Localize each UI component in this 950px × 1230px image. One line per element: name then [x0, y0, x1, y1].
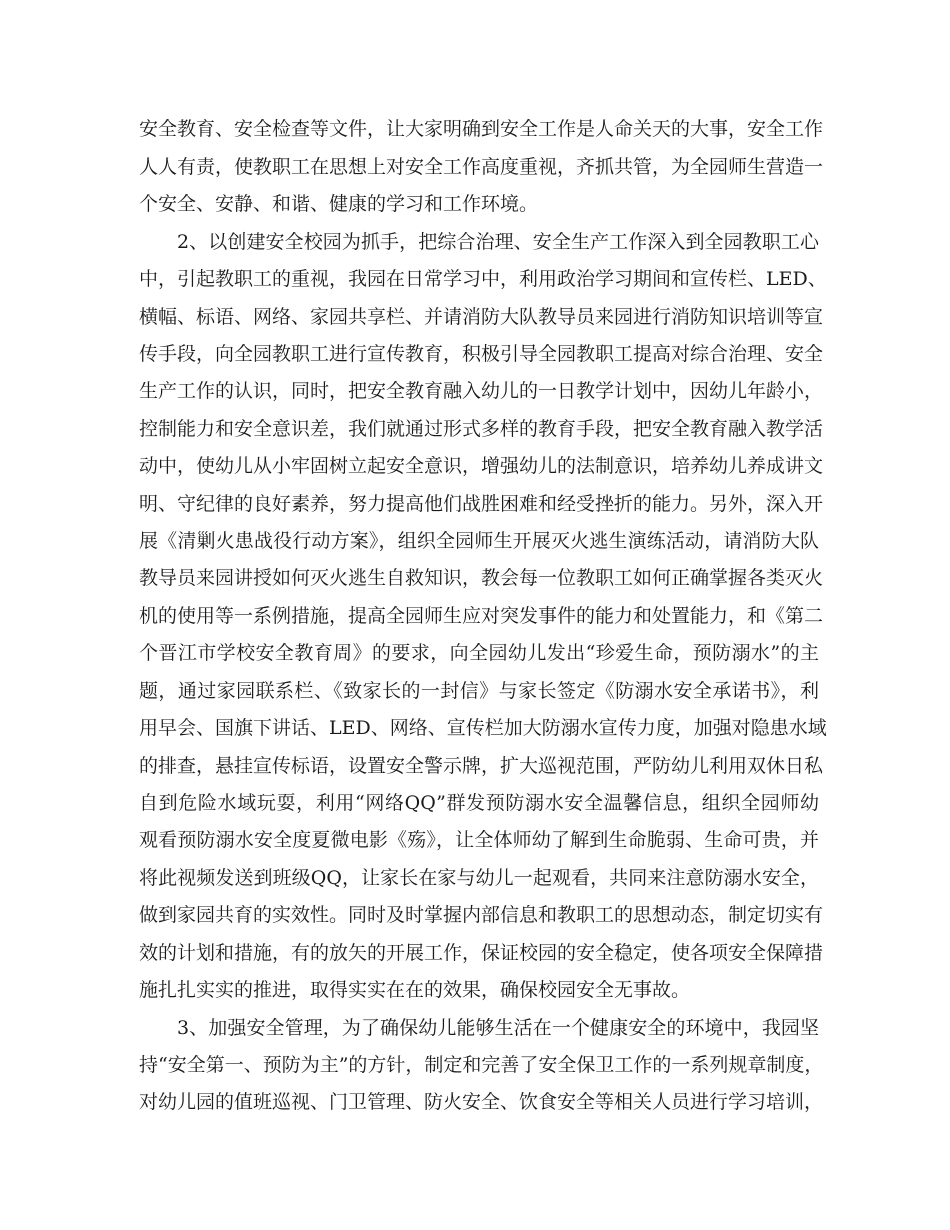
text-line: 自到危险水域玩耍，利用“网络QQ”群发预防溺水安全温馨信息，组织全园师幼	[139, 792, 819, 814]
text-line: 横幅、标语、网络、家园共享栏、并请消防大队教导员来园进行消防知识培训等宣	[139, 306, 824, 328]
text-line: 明、守纪律的良好素养，努力提高他们战胜困难和经受挫折的能力。另外，深入开	[139, 493, 824, 515]
text-line: 人人有责，使教职工在思想上对安全工作高度重视，齐抓共管，为全园师生营造一	[139, 156, 824, 178]
text-line: 个晋江市学校安全教育周》的要求，向全园幼儿发出“珍爱生命，预防溺水”的主	[139, 642, 819, 664]
text-line: 中，引起教职工的重视，我园在日常学习中，利用政治学习期间和宣传栏、LED、	[139, 268, 827, 290]
text-line: 对幼儿园的值班巡视、门卫管理、防火安全、饮食安全等相关人员进行学习培训，	[139, 1091, 824, 1113]
text-line: 观看预防溺水安全度夏微电影《殇》，让全体师幼了解到生命脆弱、生命可贵，并	[139, 829, 819, 851]
text-line: 安全教育、安全检查等文件，让大家明确到安全工作是人命关天的大事，安全工作	[139, 118, 824, 140]
text-line: 做到家园共育的实效性。同时及时掌握内部信息和教职工的思想动态，制定切实有	[139, 904, 824, 926]
text-line: 效的计划和措施，有的放矢的开展工作，保证校园的安全稳定，使各项安全保障措	[139, 942, 824, 964]
paragraph-first-line: 2、以创建安全校园为抓手，把综合治理、安全生产工作深入到全园教职工心	[177, 231, 819, 253]
text-line: 用早会、国旗下讲话、LED、网络、宣传栏加大防溺水宣传力度，加强对隐患水域	[139, 717, 827, 739]
text-line: 将此视频发送到班级QQ，让家长在家与幼儿一起观看，共同来注意防溺水安全，	[139, 867, 819, 889]
text-line: 持“安全第一、预防为主”的方针，制定和完善了安全保卫工作的一系列规章制度，	[139, 1054, 824, 1076]
text-line: 传手段，向全园教职工进行宣传教育，积极引导全园教职工提高对综合治理、安全	[139, 343, 824, 365]
text-line: 的排查，悬挂宣传标语，设置安全警示牌，扩大巡视范围，严防幼儿利用双休日私	[139, 755, 824, 777]
text-line: 展《清剿火患战役行动方案》，组织全园师生开展灭火逃生演练活动，请消防大队	[139, 530, 819, 552]
text-line: 机的使用等一系例措施，提高全园师生应对突发事件的能力和处置能力，和《第二	[139, 605, 824, 627]
text-line: 施扎扎实实的推进，取得实实在在的效果，确保校园安全无事故。	[139, 979, 691, 1001]
paragraph-first-line: 3、加强安全管理，为了确保幼儿能够生活在一个健康安全的环境中，我园坚	[177, 1017, 819, 1039]
text-line: 控制能力和安全意识差，我们就通过形式多样的教育手段，把安全教育融入教学活	[139, 418, 824, 440]
text-line: 个安全、安静、和谐、健康的学习和工作环境。	[139, 193, 539, 215]
text-line: 教导员来园讲授如何灭火逃生自救知识，教会每一位教职工如何正确掌握各类灭火	[139, 567, 824, 589]
text-line: 生产工作的认识，同时，把安全教育融入幼儿的一日教学计划中，因幼儿年龄小，	[139, 380, 824, 402]
text-line: 题，通过家园联系栏、《致家长的一封信》与家长签定《防溺水安全承诺书》，利	[139, 680, 819, 702]
text-line: 动中，使幼儿从小牢固树立起安全意识，增强幼儿的法制意识，培养幼儿养成讲文	[139, 455, 824, 477]
